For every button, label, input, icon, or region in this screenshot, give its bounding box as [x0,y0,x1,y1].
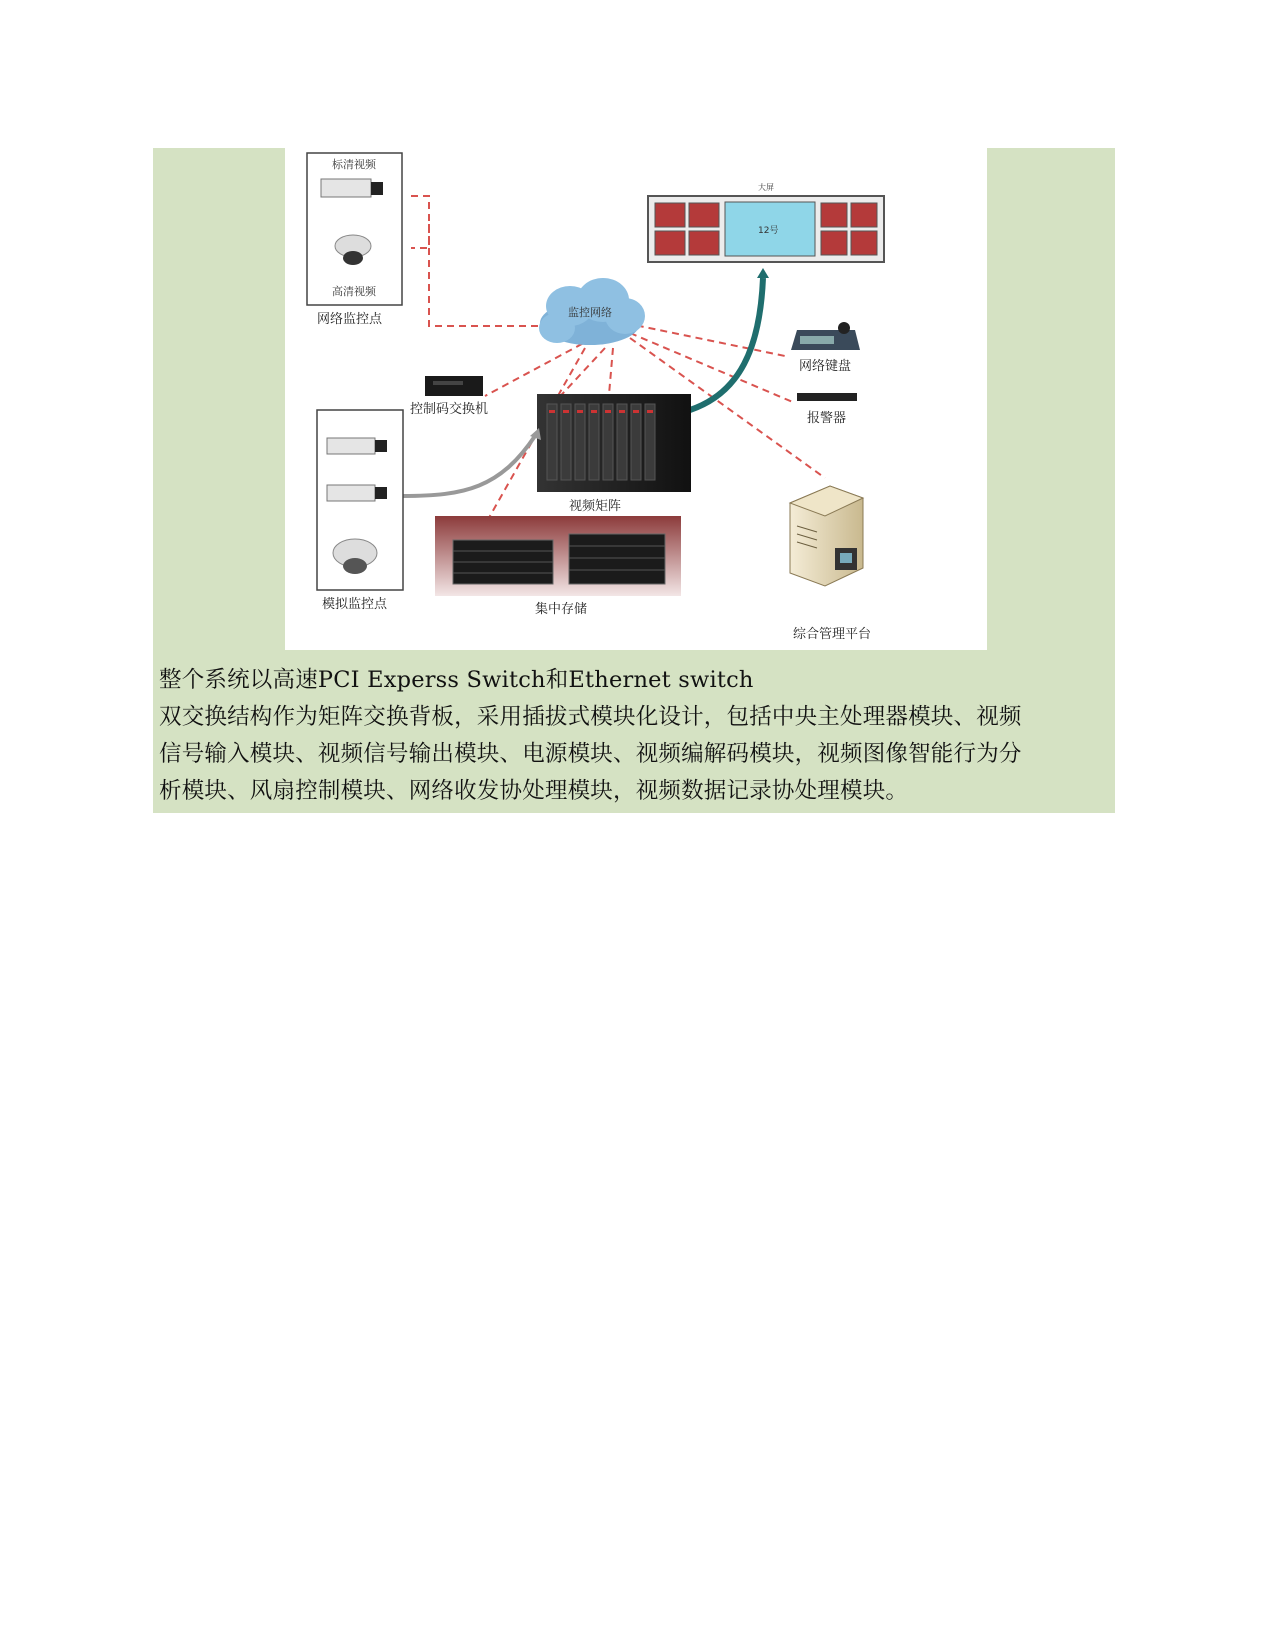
big-screen-label: 大屏 [758,183,774,192]
control-code-switch-icon [425,376,483,396]
hd-video-label: 高清视频 [332,285,376,298]
analog-monitor-point-group [317,410,403,612]
alarm-label: 报警器 [807,411,847,426]
video-wall-group [648,182,884,262]
network-monitor-point-group [307,153,402,327]
caption-line: 整个系统以高速PCI Experss Switch和Ethernet switch [159,667,754,693]
video-cable-to-screen [690,278,763,410]
caption-text [159,662,1114,810]
monitoring-network-cloud-icon [539,278,645,345]
network-keyboard-icon [791,322,860,350]
system-diagram [285,148,987,650]
analog-cable [403,436,535,496]
management-platform-label: 综合管理平台 [793,627,872,642]
document-panel [153,148,1115,813]
network-keyboard-label: 网络键盘 [799,359,852,374]
server-icon [790,486,863,586]
screen-center-label: 12号 [758,226,779,236]
cloud-label: 监控网络 [568,306,612,319]
central-storage-group [435,516,681,617]
video-matrix-label: 视频矩阵 [569,499,622,514]
diagram-svg [285,148,987,650]
analog-box-camera-icon-2 [327,485,387,501]
alarm-icon [797,393,857,401]
analog-box-camera-icon [327,438,387,454]
caption-line: 析模块、风扇控制模块、网络收发协处理模块，视频数据记录协处理模块。 [159,778,909,804]
caption-line: 信号输入模块、视频信号输出模块、电源模块、视频编解码模块，视频图像智能行为分 [159,741,1022,767]
cable-arrow-icon [757,268,769,278]
caption-line: 双交换结构作为矩阵交换背板，采用插拔式模块化设计，包括中央主处理器模块、视频 [159,704,1022,730]
sd-video-label: 标清视频 [332,158,376,171]
network-monitor-point-label: 网络监控点 [317,312,383,327]
analog-monitor-point-label: 模拟监控点 [322,597,388,612]
control-code-switch-label: 控制码交换机 [410,402,489,417]
central-storage-label: 集中存储 [535,602,588,617]
video-matrix-icon [537,394,691,492]
